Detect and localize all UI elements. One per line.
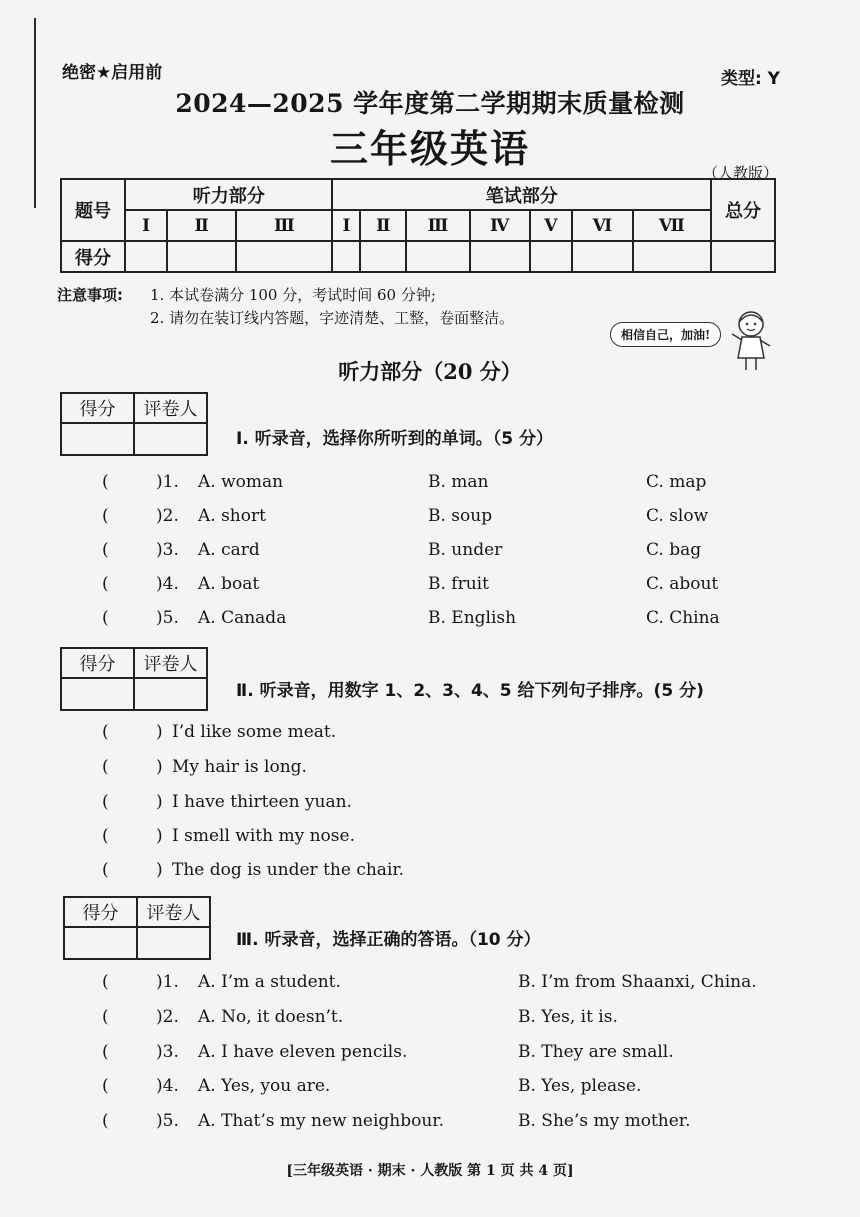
answer-blank[interactable]: (	[102, 826, 109, 846]
option-c: C. slow	[646, 506, 709, 526]
question-row	[0, 1042, 860, 1066]
option-b: B. under	[428, 540, 503, 560]
score-cell[interactable]	[572, 241, 632, 272]
score-cell[interactable]	[236, 241, 332, 272]
score-cell[interactable]	[711, 241, 775, 272]
score-table-col: Ⅱ	[167, 210, 236, 241]
score-table	[60, 178, 776, 273]
item-number: )1.	[156, 972, 179, 992]
grader-box	[63, 896, 211, 960]
grader-reviewer-cell[interactable]	[137, 927, 210, 959]
option-a: A. That’s my new neighbour.	[198, 1111, 444, 1131]
grader-reviewer-cell[interactable]	[134, 423, 207, 455]
option-b: B. Yes, it is.	[518, 1007, 618, 1027]
score-cell[interactable]	[167, 241, 236, 272]
option-b: B. They are small.	[518, 1042, 674, 1062]
option-b: B. man	[428, 472, 489, 492]
page-footer: [三年级英语 · 期末 · 人教版 第 1 页 共 4 页]	[286, 1163, 574, 1179]
answer-blank[interactable]: (	[102, 757, 109, 777]
paren-close: )	[156, 792, 163, 812]
score-table-col: Ⅲ	[406, 210, 470, 241]
score-table-col: Ⅵ	[572, 210, 632, 241]
question-row	[0, 506, 860, 530]
question-2-title: Ⅱ. 听录音，用数字 1、2、3、4、5 给下列句子排序。(5 分)	[236, 681, 704, 701]
exam-title: 2024—2025 学年度第二学期期末质量检测	[175, 89, 685, 118]
option-a: A. No, it doesn’t.	[198, 1007, 344, 1027]
grader-reviewer-cell[interactable]	[134, 678, 207, 710]
option-a: A. Yes, you are.	[198, 1076, 331, 1096]
sentence: The dog is under the chair.	[172, 860, 405, 880]
score-table-col: Ⅲ	[236, 210, 332, 241]
item-number: )5.	[156, 1111, 179, 1131]
question-row	[0, 472, 860, 496]
score-table-writing-header: 笔试部分	[332, 179, 711, 210]
notes-label: 注意事项:	[57, 286, 123, 304]
item-number: )5.	[156, 608, 179, 628]
question-row	[0, 1111, 860, 1135]
sentence: I smell with my nose.	[172, 826, 355, 846]
sentence-row	[0, 792, 860, 816]
answer-blank[interactable]: (	[102, 722, 109, 742]
question-row	[0, 540, 860, 564]
score-cell[interactable]	[125, 241, 167, 272]
answer-blank[interactable]: (	[102, 1076, 109, 1096]
paren-close: )	[156, 757, 163, 777]
answer-blank[interactable]: (	[102, 540, 109, 560]
subject-title: 三年级英语	[329, 127, 530, 171]
score-cell[interactable]	[360, 241, 406, 272]
grader-reviewer-label: 评卷人	[137, 897, 210, 927]
score-cell[interactable]	[470, 241, 530, 272]
answer-blank[interactable]: (	[102, 792, 109, 812]
score-table-listening-header: 听力部分	[125, 179, 332, 210]
item-number: )3.	[156, 1042, 179, 1062]
grader-box	[60, 392, 208, 456]
item-number: )1.	[156, 472, 179, 492]
option-a: A. I’m a student.	[198, 972, 341, 992]
question-1-title: Ⅰ. 听录音，选择你所听到的单词。（5 分）	[236, 429, 553, 449]
sentence-row	[0, 722, 860, 746]
grader-score-cell[interactable]	[61, 678, 134, 710]
type-label: 类型: Y	[720, 69, 780, 89]
question-3-title: Ⅲ. 听录音，选择正确的答语。（10 分）	[236, 930, 541, 950]
option-b: B. She’s my mother.	[518, 1111, 691, 1131]
option-a: A. card	[198, 540, 260, 560]
score-table-col: Ⅰ	[125, 210, 167, 241]
grader-score-cell[interactable]	[64, 927, 137, 959]
sentence: My hair is long.	[172, 757, 307, 777]
item-number: )4.	[156, 1076, 179, 1096]
question-row	[0, 1076, 860, 1100]
note-item: 2. 请勿在装订线内答题，字迹清楚、工整，卷面整洁。	[150, 309, 515, 327]
score-cell[interactable]	[530, 241, 573, 272]
score-table-col: Ⅰ	[332, 210, 360, 241]
answer-blank[interactable]: (	[102, 506, 109, 526]
question-row	[0, 574, 860, 598]
note-item: 1. 本试卷满分 100 分，考试时间 60 分钟;	[150, 286, 436, 304]
answer-blank[interactable]: (	[102, 860, 109, 880]
score-table-row-label: 得分	[61, 241, 125, 272]
score-table-question-header: 题号	[61, 179, 125, 241]
question-row	[0, 1007, 860, 1031]
paren-close: )	[156, 722, 163, 742]
score-table-col: Ⅱ	[360, 210, 406, 241]
option-a: A. woman	[198, 472, 284, 492]
grader-reviewer-label: 评卷人	[134, 648, 207, 678]
edition-label: （人教版）	[702, 164, 778, 182]
option-b: B. fruit	[428, 574, 489, 594]
option-b: B. soup	[428, 506, 493, 526]
option-b: B. Yes, please.	[518, 1076, 642, 1096]
grader-score-label: 得分	[64, 897, 137, 927]
encouragement-bubble: 相信自己，加油!	[610, 322, 721, 347]
sentence: I’d like some meat.	[172, 722, 337, 742]
sentence-row	[0, 757, 860, 781]
score-cell[interactable]	[406, 241, 470, 272]
option-b: B. English	[428, 608, 517, 628]
sentence-row	[0, 826, 860, 850]
grader-score-cell[interactable]	[61, 423, 134, 455]
item-number: )4.	[156, 574, 179, 594]
answer-blank[interactable]: (	[102, 972, 109, 992]
grader-reviewer-label: 评卷人	[134, 393, 207, 423]
grader-score-label: 得分	[61, 648, 134, 678]
answer-blank[interactable]: (	[102, 1042, 109, 1062]
item-number: )2.	[156, 506, 179, 526]
answer-blank[interactable]: (	[102, 472, 109, 492]
item-number: )2.	[156, 1007, 179, 1027]
score-cell[interactable]	[332, 241, 360, 272]
option-a: A. boat	[198, 574, 260, 594]
sentence: I have thirteen yuan.	[172, 792, 352, 812]
option-a: A. Canada	[198, 608, 287, 628]
secret-label: 绝密★启用前	[62, 63, 163, 83]
grader-box	[60, 647, 208, 711]
sentence-row	[0, 860, 860, 884]
score-table-col: Ⅶ	[633, 210, 711, 241]
option-b: B. I’m from Shaanxi, China.	[518, 972, 757, 992]
option-c: C. China	[646, 608, 720, 628]
answer-blank[interactable]: (	[102, 574, 109, 594]
score-cell[interactable]	[633, 241, 711, 272]
option-a: A. I have eleven pencils.	[198, 1042, 408, 1062]
answer-blank[interactable]: (	[102, 1111, 109, 1131]
paren-close: )	[156, 826, 163, 846]
paren-close: )	[156, 860, 163, 880]
option-c: C. bag	[646, 540, 702, 560]
option-a: A. short	[198, 506, 266, 526]
listening-section-title: 听力部分（20 分）	[338, 359, 522, 384]
question-row	[0, 972, 860, 996]
option-c: C. map	[646, 472, 707, 492]
answer-blank[interactable]: (	[102, 608, 109, 628]
item-number: )3.	[156, 540, 179, 560]
grader-score-label: 得分	[61, 393, 134, 423]
score-table-col: Ⅴ	[530, 210, 573, 241]
question-row	[0, 608, 860, 632]
score-table-total-header: 总分	[711, 179, 775, 241]
answer-blank[interactable]: (	[102, 1007, 109, 1027]
option-c: C. about	[646, 574, 719, 594]
score-table-col: Ⅳ	[470, 210, 530, 241]
